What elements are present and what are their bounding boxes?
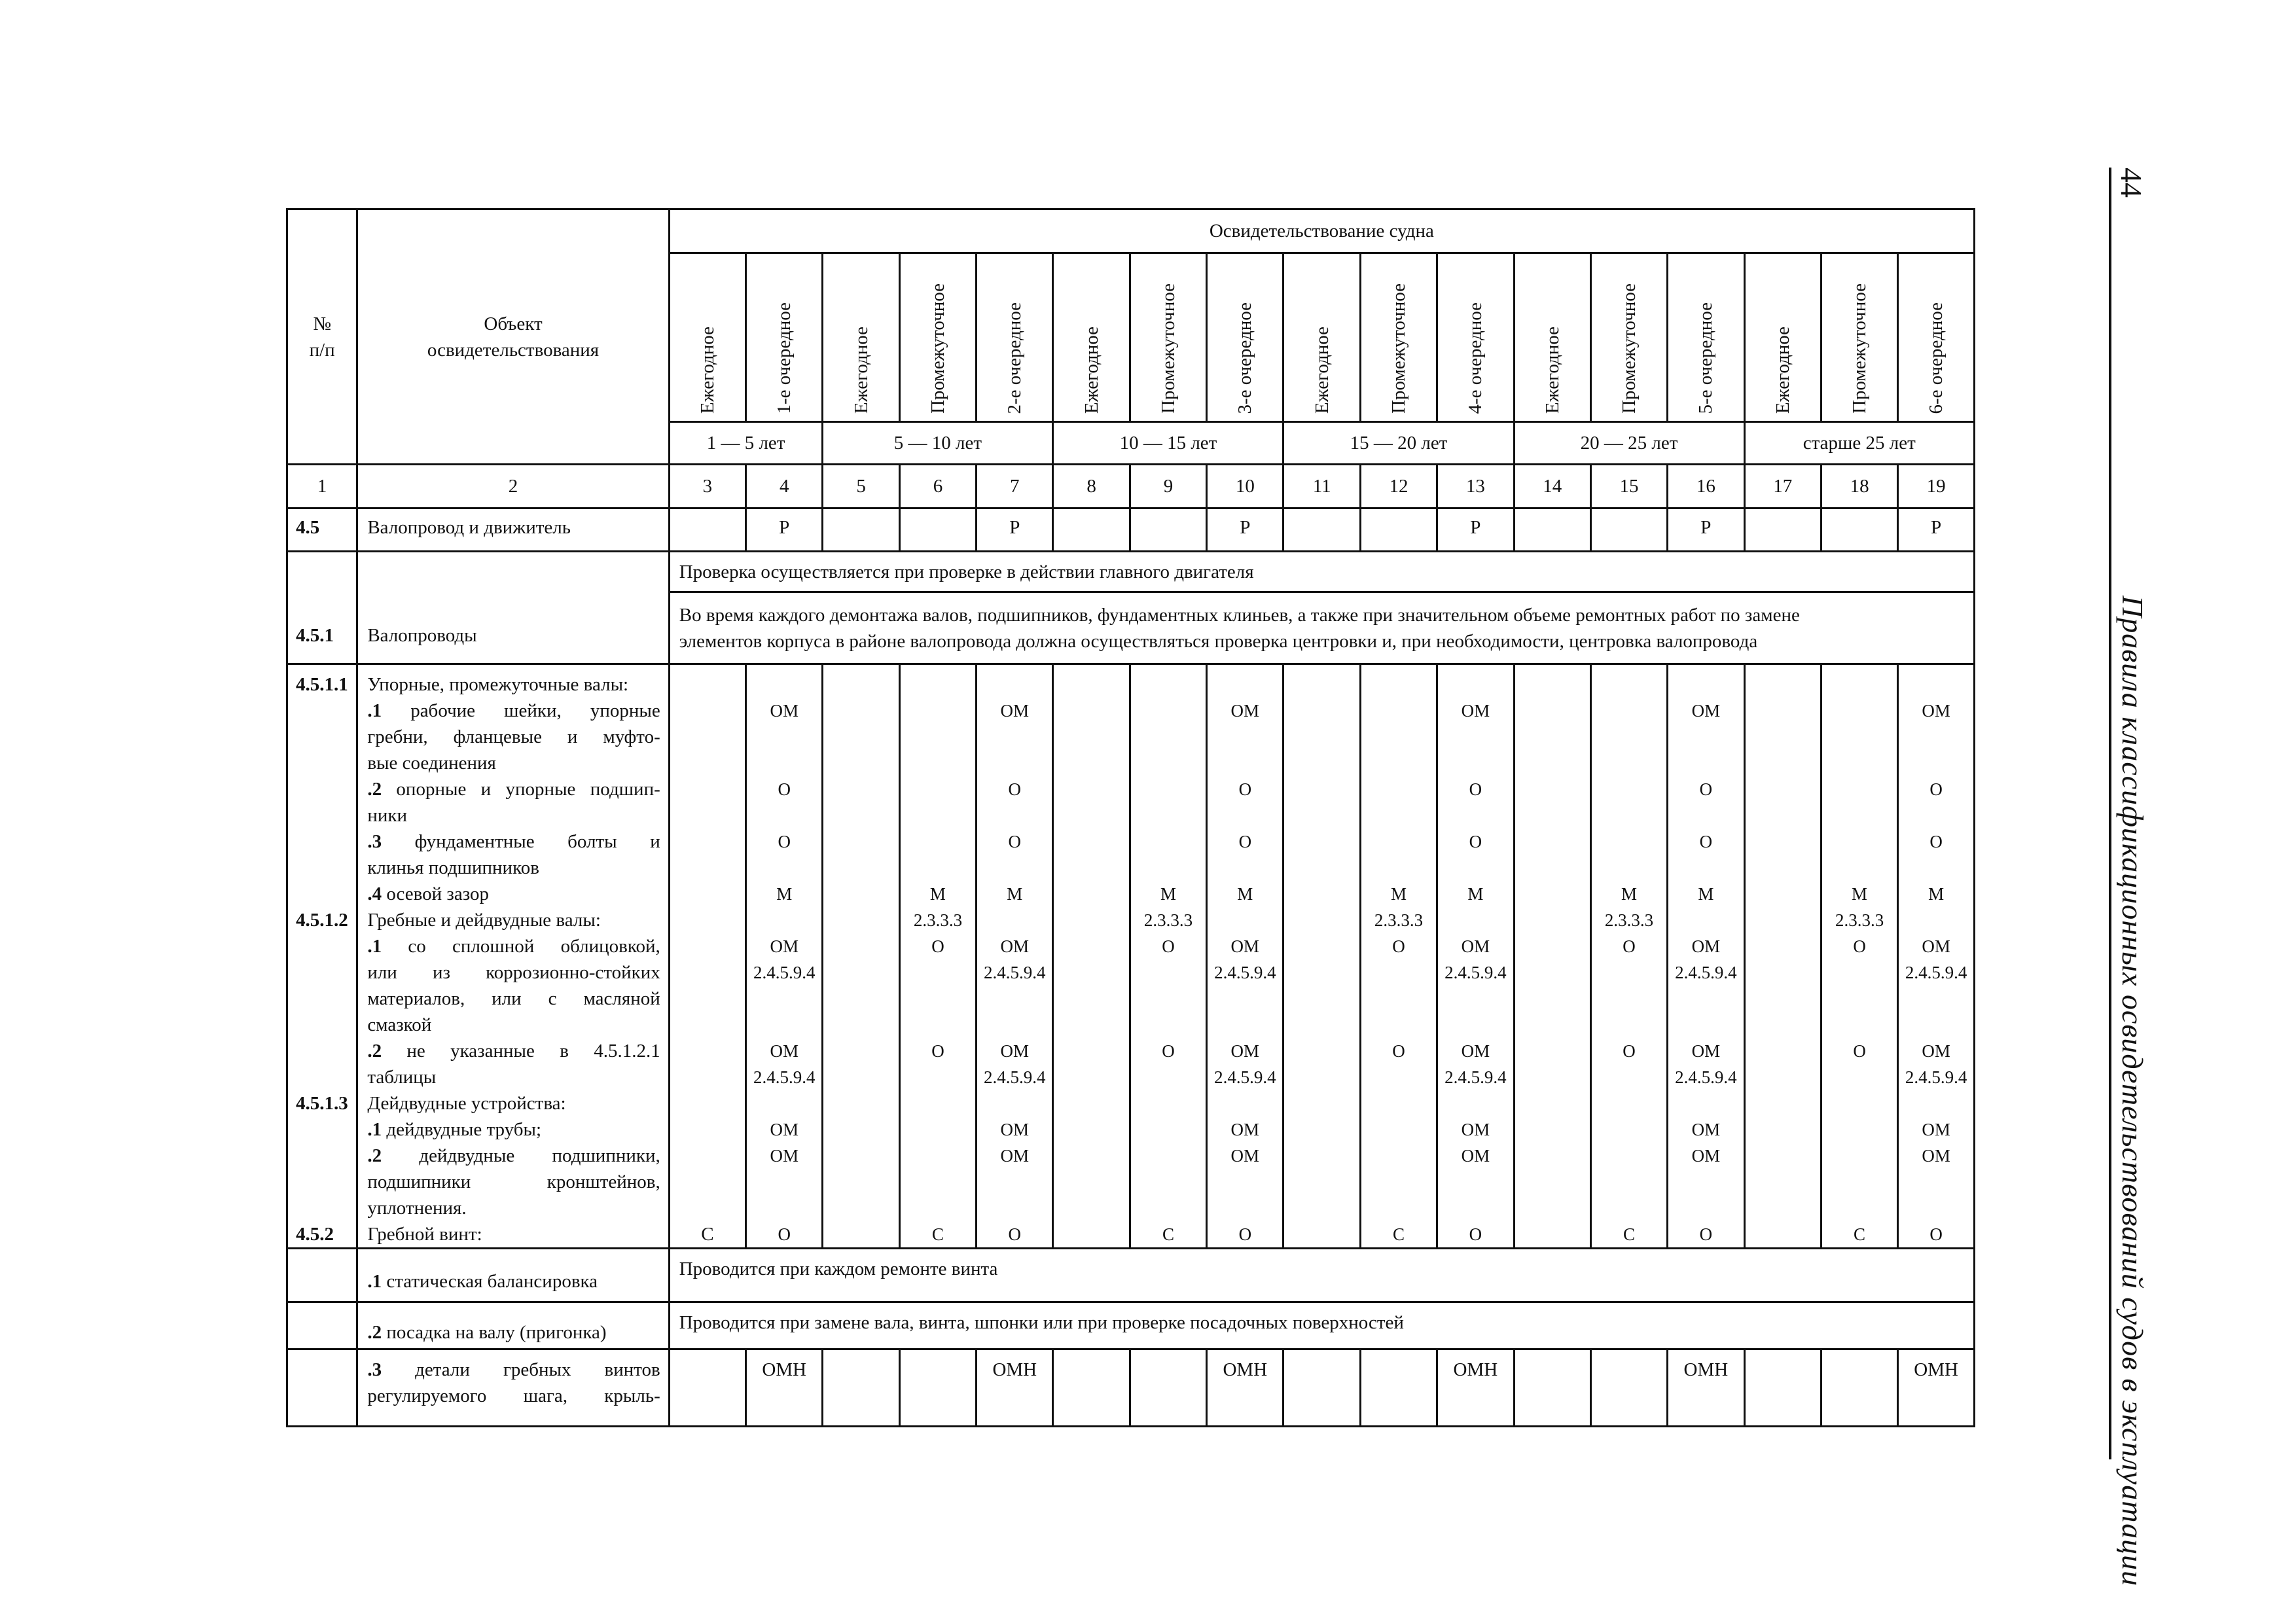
mark: С: [1854, 1224, 1866, 1244]
mark: О: [1392, 936, 1405, 956]
marks-col-4: [746, 664, 823, 1249]
page-number: 44: [2115, 168, 2148, 198]
mark: О: [1162, 1041, 1175, 1061]
reference: 2.3.3.3: [1604, 910, 1654, 930]
mark: ОМ: [1000, 1120, 1030, 1139]
sub-text: фундаментные болты и: [414, 831, 660, 852]
mark: О: [778, 832, 791, 851]
mark: М: [1160, 884, 1176, 904]
marks-col-13: [1437, 664, 1514, 1249]
mark: О: [1238, 832, 1252, 851]
mark-cell: Р: [977, 508, 1053, 552]
reference: 2.3.3.3: [1143, 910, 1193, 930]
survey-type-col-19: 6-е очередное: [1898, 253, 1975, 422]
item-object: [357, 1302, 669, 1349]
header-number-cell: [287, 209, 357, 465]
mark: С: [1162, 1224, 1174, 1244]
mark-cell: Р: [1668, 508, 1744, 552]
mark: ОМ: [1000, 1146, 1030, 1166]
mark-cell: [899, 508, 976, 552]
mark: С: [1623, 1224, 1636, 1244]
sub-number: .1: [367, 936, 382, 957]
sub-text: гребни, фланцевые и муфто-: [367, 726, 660, 747]
mark-cell: [1744, 508, 1821, 552]
sub-text: клинья подшипников: [367, 857, 539, 878]
column-number: 4: [746, 465, 823, 508]
mark: ОМ: [1922, 936, 1950, 956]
mark: М: [1467, 884, 1484, 904]
mark-cell: ОМН: [1437, 1349, 1514, 1427]
mark: О: [1623, 1041, 1636, 1061]
column-number: 7: [977, 465, 1053, 508]
column-number: 15: [1590, 465, 1667, 508]
mark: ОМ: [1000, 936, 1030, 956]
item-object: [357, 1349, 669, 1427]
item-title: Дейдвудные устройства:: [367, 1093, 566, 1114]
mark: ОМ: [1230, 1146, 1260, 1166]
survey-type-col-7: 2-е очередное: [977, 253, 1053, 422]
survey-table: [286, 208, 1975, 1427]
marks-col-15: [1590, 664, 1667, 1249]
item-number-empty: [287, 1302, 357, 1349]
sub-number: .3: [367, 831, 382, 852]
mark-cell: [1130, 508, 1206, 552]
mark: ОМ: [1691, 936, 1721, 956]
marks-col-19: [1898, 664, 1975, 1249]
reference: 2.4.5.9.4: [1675, 963, 1737, 982]
mark: О: [1623, 936, 1636, 956]
mark: ОМ: [1230, 701, 1260, 721]
mark: М: [776, 884, 793, 904]
period-15-20: 15 — 20 лет: [1283, 422, 1514, 465]
mark: ОМ: [1691, 701, 1721, 721]
mark-cell: [899, 1349, 976, 1427]
reference: 2.4.5.9.4: [984, 963, 1046, 982]
marks-col-7: [977, 664, 1053, 1249]
mark: ОМ: [1691, 1041, 1721, 1061]
marks-col-17: [1744, 664, 1821, 1249]
mark: ОМ: [770, 936, 798, 956]
marks-col-11: [1283, 664, 1360, 1249]
note-balancing: Проводится при каждом ремонте винта: [669, 1249, 1974, 1302]
mark: ОМ: [1461, 936, 1490, 956]
mark: ОМ: [1691, 1146, 1721, 1166]
mark: ОМ: [1000, 701, 1030, 721]
mark: ОМ: [1922, 701, 1950, 721]
survey-table-container: [286, 208, 1975, 1457]
marks-col-6: [899, 664, 976, 1249]
sub-text: материалов, или с масляной: [367, 988, 660, 1009]
mark: М: [1928, 884, 1945, 904]
survey-type-col-3: Ежегодное: [669, 253, 745, 422]
running-title: Правила классификационных освидетельствований судов в эксплуатации: [2116, 596, 2149, 1587]
mark: ОМ: [1230, 1120, 1260, 1139]
item-number: 4.5.1: [287, 552, 357, 664]
marks-col-9: [1130, 664, 1206, 1249]
header-number-abbrev: п/п: [309, 339, 335, 361]
item-number: 4.5.2: [296, 1224, 334, 1245]
reference: 2.4.5.9.4: [1905, 1067, 1967, 1087]
mark: М: [929, 884, 946, 904]
mark-cell: [669, 508, 745, 552]
survey-type-col-4: 1-е очередное: [746, 253, 823, 422]
period-5-10: 5 — 10 лет: [823, 422, 1053, 465]
item-title: Гребной винт:: [367, 1224, 482, 1245]
marks-col-3: [669, 664, 745, 1249]
sub-text: опорные и упорные подшип-: [396, 779, 660, 800]
mark-cell: [1130, 1349, 1206, 1427]
mark: ОМ: [770, 1146, 798, 1166]
reference: 2.4.5.9.4: [1214, 1067, 1276, 1087]
column-number: 8: [1053, 465, 1130, 508]
column-number: 10: [1207, 465, 1283, 508]
mark-cell: Р: [1898, 508, 1975, 552]
note-line-1: Во время каждого демонтажа валов, подшипников, фундаментных клиньев, а также при значительном объеме ремонтных работ по замене: [679, 605, 1800, 626]
survey-type-col-17: Ежегодное: [1744, 253, 1821, 422]
survey-type-col-16: 5-е очередное: [1668, 253, 1744, 422]
header-number-symbol: №: [313, 313, 331, 334]
sub-text: дейдвудные трубы;: [386, 1119, 542, 1140]
column-number: 16: [1668, 465, 1744, 508]
row-4-5-2-1: [287, 1249, 1975, 1302]
item-number: 4.5.1.2: [296, 910, 348, 931]
column-number: 1: [287, 465, 357, 508]
column-number: 14: [1514, 465, 1590, 508]
period-1-5: 1 — 5 лет: [669, 422, 823, 465]
sub-number: .1: [367, 1119, 382, 1140]
mark: М: [1852, 884, 1868, 904]
mark-cell: Р: [746, 508, 823, 552]
mark-cell: [1514, 1349, 1590, 1427]
survey-type-col-11: Ежегодное: [1283, 253, 1360, 422]
marks-col-16: [1668, 664, 1744, 1249]
sub-text: детали гребных винтов: [415, 1359, 660, 1380]
mark: ОМ: [770, 701, 798, 721]
header-object-line-2: освидетельствования: [427, 339, 600, 361]
sub-text: статическая балансировка: [386, 1271, 598, 1292]
mark-cell: ОМН: [1668, 1349, 1744, 1427]
sub-text: подшипники кронштейнов,: [367, 1171, 660, 1192]
mark-cell: ОМН: [977, 1349, 1053, 1427]
mark: М: [1007, 884, 1023, 904]
mark: О: [931, 936, 944, 956]
marks-col-10: [1207, 664, 1283, 1249]
item-numbers-column: [287, 664, 357, 1249]
header-rule: [2109, 168, 2111, 1459]
mark: О: [1238, 1224, 1252, 1244]
mark-cell: [1590, 508, 1667, 552]
mark-cell: [1514, 508, 1590, 552]
column-number: 17: [1744, 465, 1821, 508]
sub-number: .1: [367, 1271, 382, 1292]
reference: 2.4.5.9.4: [1905, 963, 1967, 982]
column-number: 3: [669, 465, 745, 508]
mark-cell: [1744, 1349, 1821, 1427]
mark-cell: Р: [1207, 508, 1283, 552]
reference: 2.4.5.9.4: [753, 1067, 816, 1087]
mark: ОМ: [1230, 936, 1260, 956]
mark: О: [1699, 779, 1713, 799]
item-number-empty: [287, 1349, 357, 1427]
mark: ОМ: [770, 1120, 798, 1139]
mark: О: [931, 1041, 944, 1061]
mark: О: [1008, 832, 1022, 851]
marks-col-14: [1514, 664, 1590, 1249]
column-number: 13: [1437, 465, 1514, 508]
survey-type-col-10: 3-е очередное: [1207, 253, 1283, 422]
column-number: 12: [1360, 465, 1437, 508]
survey-type-col-9: Промежуточное: [1130, 253, 1206, 422]
marks-col-8: [1053, 664, 1130, 1249]
mark: О: [1469, 1224, 1482, 1244]
note-shaft-alignment: [669, 592, 1974, 664]
mark: ОМ: [1922, 1146, 1950, 1166]
reference: 2.4.5.9.4: [1214, 963, 1276, 982]
item-title: Гребные и дейдвудные валы:: [367, 910, 601, 931]
sub-text: уплотнения.: [367, 1198, 467, 1219]
mark: О: [1699, 832, 1713, 851]
sub-text: осевой зазор: [386, 883, 490, 904]
item-number: 4.5: [287, 508, 357, 552]
column-number: 6: [899, 465, 976, 508]
row-note-main-engine: [287, 552, 1975, 592]
note-line-2: элементов корпуса в районе валопровода должна осуществляться проверка центровки и, при необходимости, центровка валопровода: [679, 631, 1758, 652]
mark: О: [1469, 832, 1482, 851]
sub-number: .2: [367, 1041, 382, 1061]
sub-text: или из коррозионно-стойких: [367, 962, 660, 983]
reference: 2.3.3.3: [913, 910, 963, 930]
mark-cell: ОМН: [746, 1349, 823, 1427]
marks-col-5: [823, 664, 899, 1249]
column-number: 5: [823, 465, 899, 508]
mark: О: [778, 1224, 791, 1244]
mark-cell: ОМН: [1898, 1349, 1975, 1427]
mark: О: [1929, 832, 1943, 851]
survey-type-col-8: Ежегодное: [1053, 253, 1130, 422]
sub-number: .3: [367, 1359, 382, 1380]
column-number: 11: [1283, 465, 1360, 508]
mark: С: [931, 1224, 944, 1244]
reference: 2.4.5.9.4: [1675, 1067, 1737, 1087]
marks-col-18: [1821, 664, 1897, 1249]
sub-text: со сплошной облицовкой,: [408, 936, 660, 957]
item-number: 4.5.1.3: [296, 1093, 348, 1114]
sub-text: посадка на валу (пригонка): [386, 1322, 607, 1343]
sub-number: .1: [367, 700, 382, 721]
header-survey-title: Освидетельствование судна: [669, 209, 1974, 253]
sub-text: ники: [367, 805, 407, 826]
mark: С: [701, 1224, 714, 1245]
mark-cell: [1283, 1349, 1360, 1427]
mark: ОМ: [1230, 1041, 1260, 1061]
period-10-15: 10 — 15 лет: [1053, 422, 1283, 465]
mark: О: [1162, 936, 1175, 956]
column-number: 18: [1821, 465, 1897, 508]
sub-text: таблицы: [367, 1067, 437, 1088]
mark: О: [1853, 1041, 1866, 1061]
mark-cell: [823, 508, 899, 552]
mark: М: [1698, 884, 1714, 904]
mark-cell: [669, 1349, 745, 1427]
mark: ОМ: [1461, 1120, 1490, 1139]
mark: О: [1853, 936, 1866, 956]
survey-type-col-12: Промежуточное: [1360, 253, 1437, 422]
period-over-25: старше 25 лет: [1744, 422, 1974, 465]
row-4-5-2-2: [287, 1302, 1975, 1349]
item-object: Валопроводы: [357, 552, 669, 664]
header-object-line-1: Объект: [484, 313, 543, 334]
sub-text: рабочие шейки, упорные: [410, 700, 660, 721]
reference: 2.3.3.3: [1835, 910, 1884, 930]
column-number: 19: [1898, 465, 1975, 508]
mark-cell: [1821, 1349, 1897, 1427]
mark-cell: ОМН: [1207, 1349, 1283, 1427]
mark: ОМ: [770, 1041, 798, 1061]
item-object: Валопровод и движитель: [357, 508, 669, 552]
mark-cell: [823, 1349, 899, 1427]
note-main-engine: Проверка осуществляется при проверке в действии главного двигателя: [669, 552, 1974, 592]
mark: О: [1008, 1224, 1022, 1244]
sub-text: дейдвудные подшипники,: [419, 1145, 660, 1166]
sub-text: вые соединения: [367, 753, 496, 774]
sub-number: .4: [367, 883, 382, 904]
mark: О: [1008, 779, 1022, 799]
row-shafting-details: [287, 664, 1975, 1249]
mark-cell: [1053, 508, 1130, 552]
mark-cell: [1053, 1349, 1130, 1427]
sub-number: .2: [367, 1145, 382, 1166]
item-number-empty: [287, 1249, 357, 1302]
survey-type-col-14: Ежегодное: [1514, 253, 1590, 422]
survey-type-col-13: 4-е очередное: [1437, 253, 1514, 422]
mark: ОМ: [1461, 1041, 1490, 1061]
mark: О: [1469, 779, 1482, 799]
sub-number: .2: [367, 1322, 382, 1343]
sub-text: регулируемого шага, крыль-: [367, 1385, 660, 1406]
sub-text: не указанные в 4.5.1.2.1: [406, 1041, 660, 1061]
sub-text: смазкой: [367, 1014, 432, 1035]
marks-col-12: [1360, 664, 1437, 1249]
column-number: 2: [357, 465, 669, 508]
item-object: [357, 1249, 669, 1302]
mark: ОМ: [1000, 1041, 1030, 1061]
mark-cell: [1283, 508, 1360, 552]
header-object-cell: [357, 209, 669, 465]
survey-type-col-6: Промежуточное: [899, 253, 976, 422]
row-4-5-2-3: [287, 1349, 1975, 1427]
note-fitting: Проводится при замене вала, винта, шпонки или при проверке посадочных поверхностей: [669, 1302, 1974, 1349]
survey-type-col-18: Промежуточное: [1821, 253, 1897, 422]
mark: О: [1929, 779, 1943, 799]
mark: О: [1238, 779, 1252, 799]
reference: 2.4.5.9.4: [984, 1067, 1046, 1087]
item-title: Упорные, промежуточные валы:: [367, 674, 629, 695]
mark: О: [1929, 1224, 1943, 1244]
reference: 2.4.5.9.4: [753, 963, 816, 982]
reference: 2.4.5.9.4: [1444, 963, 1507, 982]
item-number: 4.5.1.1: [296, 674, 348, 695]
sub-number: .2: [367, 779, 382, 800]
mark: О: [778, 779, 791, 799]
mark: С: [1392, 1224, 1405, 1244]
mark: ОМ: [1922, 1120, 1950, 1139]
mark: О: [1392, 1041, 1405, 1061]
mark-cell: Р: [1437, 508, 1514, 552]
mark: ОМ: [1922, 1041, 1950, 1061]
column-number: 9: [1130, 465, 1206, 508]
mark: ОМ: [1461, 701, 1490, 721]
mark: М: [1390, 884, 1407, 904]
reference: 2.3.3.3: [1374, 910, 1424, 930]
row-4-5: [287, 508, 1975, 552]
mark: М: [1237, 884, 1253, 904]
item-objects-column: [357, 664, 669, 1249]
mark: М: [1621, 884, 1638, 904]
reference: 2.4.5.9.4: [1444, 1067, 1507, 1087]
period-20-25: 20 — 25 лет: [1514, 422, 1744, 465]
mark: ОМ: [1461, 1146, 1490, 1166]
survey-type-col-15: Промежуточное: [1590, 253, 1667, 422]
survey-type-col-5: Ежегодное: [823, 253, 899, 422]
mark-cell: [1590, 1349, 1667, 1427]
mark: ОМ: [1691, 1120, 1721, 1139]
mark-cell: [1821, 508, 1897, 552]
mark-cell: [1360, 508, 1437, 552]
mark-cell: [1360, 1349, 1437, 1427]
mark: О: [1699, 1224, 1713, 1244]
